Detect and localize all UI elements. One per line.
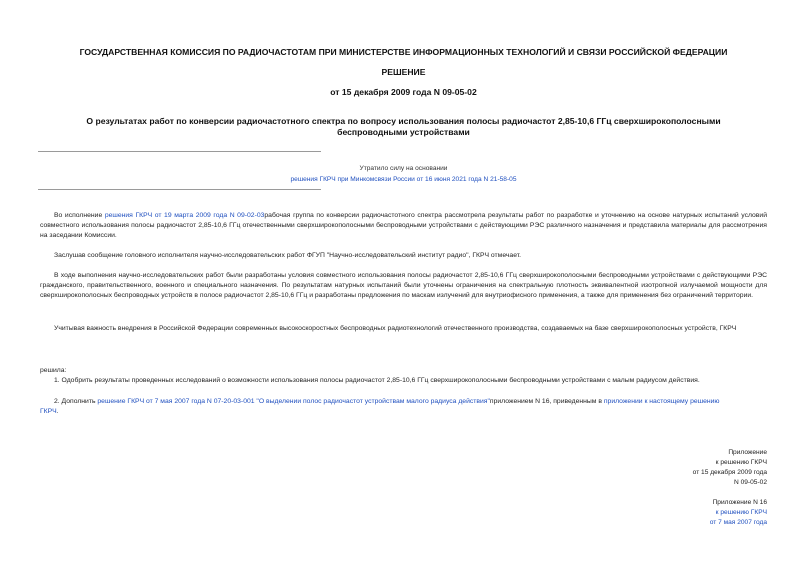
appendix-date: от 15 декабря 2009 года <box>692 469 767 476</box>
decision-2009-03-19-link[interactable]: решения ГКРЧ от 19 марта 2009 года N 09-02-03 <box>104 212 265 219</box>
divider-top <box>38 151 321 152</box>
base-decision-date-link[interactable]: от 7 мая 2007 года <box>709 519 767 526</box>
appendix-to: к решению ГКРЧ <box>715 459 767 466</box>
document-date-number: от 15 декабря 2009 года N 09-05-02 <box>330 87 477 97</box>
status-note-link-row <box>200 175 607 184</box>
appendix-link-cont[interactable]: ГКРЧ <box>40 408 57 415</box>
base-decision-link[interactable]: к решению ГКРЧ <box>715 509 767 516</box>
decision-item-2 <box>40 397 767 417</box>
paragraph-2 <box>40 251 767 261</box>
divider-bottom <box>38 189 321 190</box>
appendix-16-link-row1 <box>467 508 767 518</box>
document-title-line2: беспроводными устройствами <box>337 127 470 137</box>
decision-item-2-end: . <box>56 408 59 415</box>
paragraph-4 <box>40 324 767 334</box>
decision-item-1 <box>40 376 767 386</box>
paragraph-2-text: Заслушав сообщение головного исполнителя научно-исследовательских работ ФГУП "Научно-исследовательский институт радио", ГКРЧ отмечает. <box>54 252 522 259</box>
appendix-16-link-row2 <box>467 518 767 528</box>
paragraph-1-prefix: Во исполнение <box>54 212 105 219</box>
repeal-decision-link[interactable]: решения ГКРЧ при Минкомсвязи России от 16 июня 2021 года N 21-58-05 <box>290 176 517 183</box>
paragraph-3 <box>40 271 767 301</box>
appendix-label: Приложение <box>728 449 767 456</box>
paragraph-3-text: В ходе выполнения научно-исследовательских работ были разработаны условия совместного использования полосы радиочастот 2,85-10,6 ГГц сверхширокополосными беспроводными устройствами с действующими РЭС гражданского, правительственного, военного и специального назначения. По результатам натурных испытаний были уточнены ограничения на спектральную плотность эквивалентной изотропной излучаемой мощности для сверхширокополосных беспроводных устройств в полосе радиочастот 2,85-10,6 ГГц и разработаны предложения по маскам излучений для внутриофисного применения, а также для применения без ограничений территории. <box>40 272 767 299</box>
appendix-link[interactable]: приложении к настоящему решению <box>603 398 720 405</box>
decision-item-1-text: 1. Одобрить результаты проведенных исследований о возможности использования полосы радиочастот 2,85-10,6 ГГц сверхширокополосными беспроводными устройствами с малым радиусом действия. <box>54 377 700 384</box>
document-title-line1: О результатах работ по конверсии радиочастотного спектра по вопросу использования полосы радиочастот 2,85-10,6 ГГц сверхширокополосными <box>86 116 721 126</box>
appendix-16-label: Приложение N 16 <box>712 499 767 506</box>
status-note: Утратило силу на основании <box>359 165 448 172</box>
decision-2007-05-07-link[interactable]: решение ГКРЧ от 7 мая 2007 года N 07-20-03-001 "О выделении полос радиочастот устройствам малого радиуса действия" <box>97 398 490 405</box>
paragraph-4-text: Учитывая важность внедрения в Российской Федерации современных высокоскоростных беспроводных радиотехнологий отечественного производства, создаваемых на базе сверхширокополосных устройств, ГКРЧ <box>54 325 737 332</box>
decision-item-2-mid: приложением N 16, приведенным в <box>489 398 604 405</box>
commission-heading: ГОСУДАРСТВЕННАЯ КОМИССИЯ ПО РАДИОЧАСТОТАМ ПРИ МИНИСТЕРСТВЕ ИНФОРМАЦИОННЫХ ТЕХНОЛОГИЙ И СВЯЗИ РОССИЙСКОЙ ФЕДЕРАЦИИ <box>79 47 728 57</box>
decided-label: решила: <box>40 367 67 374</box>
paragraph-1-text: рабочая группа по конверсии радиочастотного спектра рассмотрела результаты работ по разработке и уточнению на основе натурных испытаний условий совместного использования полосы радиочастот 2,85-10,6 ГГц отечественными сверхширокополосными беспроводными устройствами с действующими РЭС различного назначения и представила материалы для рассмотрения на заседании Комиссии. <box>40 212 768 239</box>
document-type: РЕШЕНИЕ <box>381 67 426 77</box>
appendix-number: N 09-05-02 <box>734 479 767 486</box>
paragraph-1 <box>40 211 767 241</box>
decision-item-2-prefix: 2. Дополнить <box>54 398 98 405</box>
